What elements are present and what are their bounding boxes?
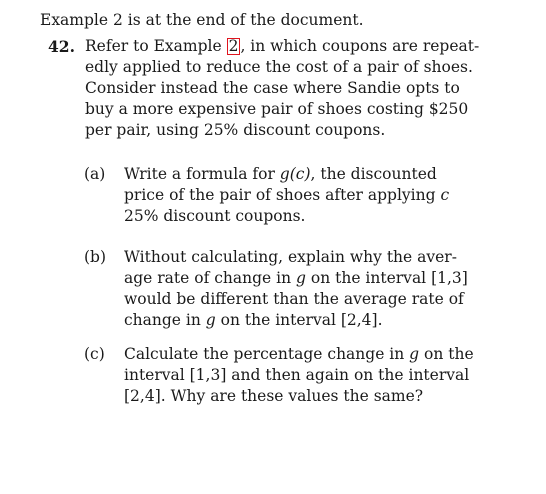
part-c-text [124, 344, 480, 407]
part-b-text [124, 247, 480, 331]
part-b-label: (b) [84, 248, 107, 266]
example-location-note: Example 2 is at the end of the document. [40, 11, 364, 29]
stem-line: per pair, using 25% discount coupons. [85, 121, 386, 139]
example-2-reference-link[interactable]: 2 [228, 37, 239, 55]
math-expression: g [296, 269, 306, 287]
problem-stem [85, 36, 480, 141]
stem-line: Refer to Example 2 , in which coupons are repeat- [85, 37, 480, 55]
part-line: age rate of change in g on the interval [1,3] [124, 269, 468, 287]
stem-line: buy a more expensive pair of shoes costing $250 [85, 100, 469, 118]
math-expression: g [409, 345, 420, 363]
part-line: price of the pair of shoes after applying c [124, 186, 450, 204]
part-line: interval [1,3] and then again on the interval [124, 366, 470, 384]
part-a-label: (a) [84, 165, 106, 183]
math-expression: g [205, 311, 216, 329]
part-line: would be different than the average rate of [124, 290, 464, 308]
part-a-text [124, 164, 480, 227]
part-line: Calculate the percentage change in g on the [124, 345, 474, 363]
math-expression: c [440, 186, 450, 204]
problem-number: 42. [48, 37, 75, 56]
math-expression: g(c) [279, 165, 311, 183]
stem-line: edly applied to reduce the cost of a pair of shoes. [85, 58, 473, 76]
stem-line: Consider instead the case where Sandie opts to [85, 79, 460, 97]
part-line: Write a formula for g(c), the discounted [124, 165, 437, 183]
part-line: change in g on the interval [2,4]. [124, 311, 383, 329]
part-line: Without calculating, explain why the aver- [124, 248, 457, 266]
part-c-label: (c) [84, 345, 105, 363]
part-line: 25% discount coupons. [124, 207, 306, 225]
part-line: [2,4]. Why are these values the same? [124, 387, 424, 405]
